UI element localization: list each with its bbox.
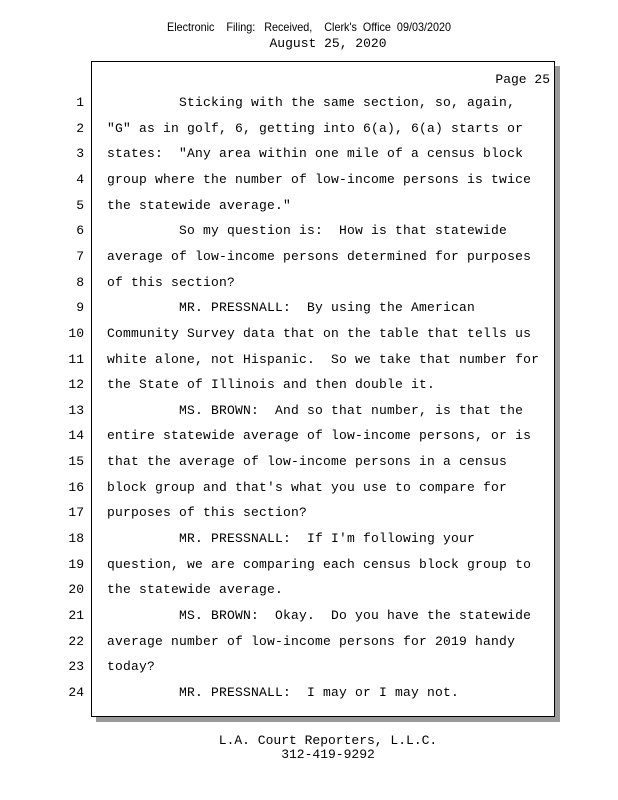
line-number: 3	[76, 146, 84, 161]
line-number: 15	[68, 454, 84, 469]
line-number: 5	[76, 198, 84, 213]
line-number: 17	[68, 505, 84, 520]
line-text: question, we are comparing each census block group to	[107, 557, 532, 572]
line-text: "G" as in golf, 6, getting into 6(a), 6(a) starts or	[107, 121, 524, 136]
line-number: 19	[68, 557, 84, 572]
line-text: MR. PRESSNALL: I may or I may not.	[107, 685, 460, 700]
line-text: So my question is: How is that statewide	[107, 223, 508, 238]
line-number: 20	[68, 582, 84, 597]
electronic-filing-stamp: Electronic Filing: Received, Clerk's Office 09/03/2020	[166, 20, 451, 34]
line-number: 4	[76, 172, 84, 187]
line-number: 12	[68, 377, 84, 392]
line-number: 14	[68, 428, 84, 443]
line-text: group where the number of low-income persons is twice	[107, 172, 532, 187]
line-text: the State of Illinois and then double it.	[107, 377, 436, 392]
line-text: Sticking with the same section, so, again,	[107, 95, 516, 110]
line-text: MS. BROWN: Okay. Do you have the statewide	[107, 608, 532, 623]
line-number: 10	[68, 326, 84, 341]
line-number: 6	[76, 223, 84, 238]
line-number: 22	[68, 634, 84, 649]
line-text: today?	[107, 659, 156, 674]
line-text: states: "Any area within one mile of a census block	[107, 146, 524, 161]
line-text: white alone, not Hispanic. So we take that number for	[107, 352, 540, 367]
line-number: 13	[68, 403, 84, 418]
page-number: Page 25	[495, 72, 550, 87]
line-number: 8	[76, 275, 84, 290]
line-number: 16	[68, 480, 84, 495]
line-text: of this section?	[107, 275, 236, 290]
line-text: average of low-income persons determined for purposes	[107, 249, 532, 264]
line-text: block group and that's what you use to compare for	[107, 480, 508, 495]
line-text: MR. PRESSNALL: If I'm following your	[107, 531, 476, 546]
line-number: 7	[76, 249, 84, 264]
reporter-company: L.A. Court Reporters, L.L.C.	[218, 733, 438, 748]
line-text: the statewide average.	[107, 582, 284, 597]
transcript-date: August 25, 2020	[269, 36, 387, 51]
line-number: 11	[68, 352, 84, 367]
line-number: 24	[68, 685, 84, 700]
line-text: entire statewide average of low-income persons, or is	[107, 428, 532, 443]
line-number: 18	[68, 531, 84, 546]
line-text: MR. PRESSNALL: By using the American	[107, 300, 476, 315]
line-number: 2	[76, 121, 84, 136]
line-number: 9	[76, 300, 84, 315]
line-text: average number of low-income persons for 2019 handy	[107, 634, 516, 649]
line-number: 1	[76, 95, 84, 110]
line-text: the statewide average."	[107, 198, 292, 213]
line-text: that the average of low-income persons in a census	[107, 454, 508, 469]
line-text: MS. BROWN: And so that number, is that the	[107, 403, 524, 418]
line-text: purposes of this section?	[107, 505, 308, 520]
reporter-phone: 312-419-9292	[281, 747, 375, 762]
line-text: Community Survey data that on the table that tells us	[107, 326, 532, 341]
line-number: 21	[68, 608, 84, 623]
line-number: 23	[68, 659, 84, 674]
